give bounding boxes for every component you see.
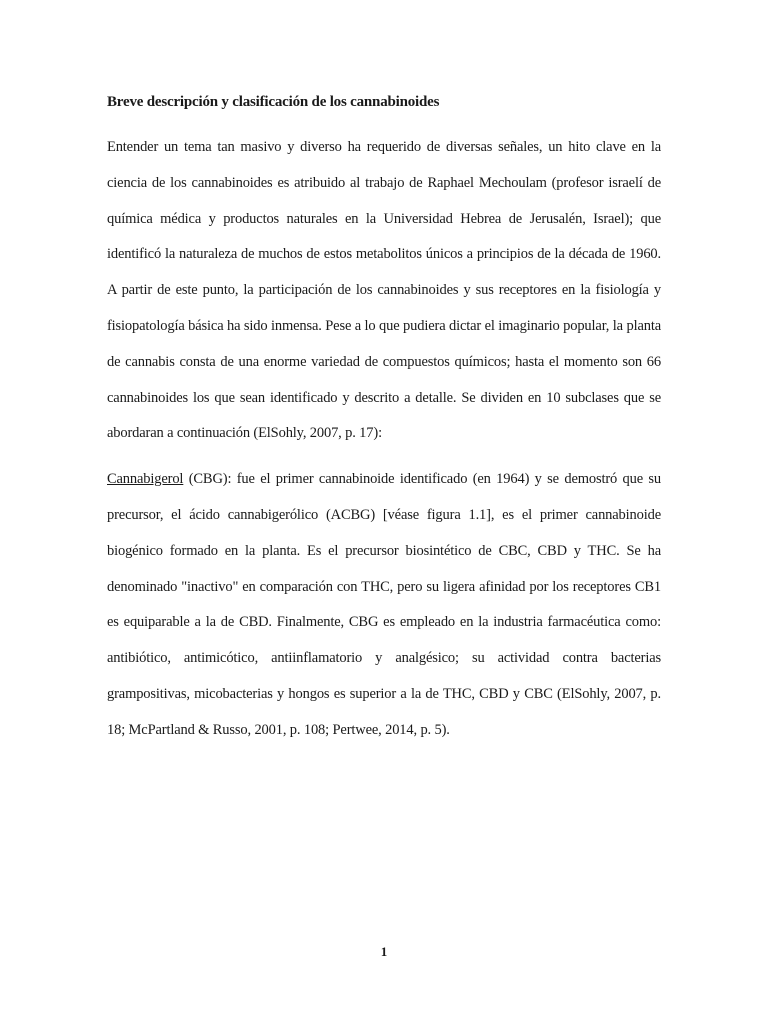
page-number: 1 [380, 944, 388, 959]
paragraph-cannabigerol [107, 462, 661, 748]
section-heading: Breve descripción y clasificación de los cannabinoides [107, 94, 440, 110]
paragraph-intro: Entender un tema tan masivo y diverso ha requerido de diversas señales, un hito clave en la ciencia de los cannabinoides es atribuido al trabajo de Raphael Mechoulam (profesor israelí de química médica y productos naturales en la Universidad Hebrea de Jerusalén, Israel); que identificó la naturaleza de muchos de estos metabolitos únicos a principios de la década de 1960. A partir de este punto, la participación de los cannabinoides y sus receptores en la fisiología y fisiopatología básica ha sido inmensa. Pese a lo que pudiera dictar el imaginario popular, la planta de cannabis consta de una enorme variedad de compuestos químicos; hasta el momento son 66 cannabinoides los que sean identificado y descrito a detalle. Se dividen en 10 subclases que se abordaran a continuación (ElSohly, 2007, p. 17): [107, 139, 661, 442]
paragraph-cannabigerol-body: (CBG): fue el primer cannabinoide identificado (en 1964) y se demostró que su precursor, el ácido cannabigerólico (ACBG) [véase figura 1.1], es el primer cannabinoide biogénico formado en la planta. Es el precursor biosintético de CBC, CBD y THC. Se ha denominado "inactivo" en comparación con THC, pero su ligera afinidad por los receptores CB1 es equiparable a la de CBD. Finalmente, CBG es empleado en la industria farmacéutica como: antibiótico, antimicótico, antiinflamatorio y analgésico; su actividad contra bacterias grampositivas, micobacterias y hongos es superior a la de THC, CBD y CBC (ElSohly, 2007, p. 18; McPartland & Russo, 2001, p. 108; Pertwee, 2014, p. 5). [107, 471, 661, 738]
term-cannabigerol: Cannabigerol [107, 471, 184, 488]
document-body [107, 92, 661, 749]
